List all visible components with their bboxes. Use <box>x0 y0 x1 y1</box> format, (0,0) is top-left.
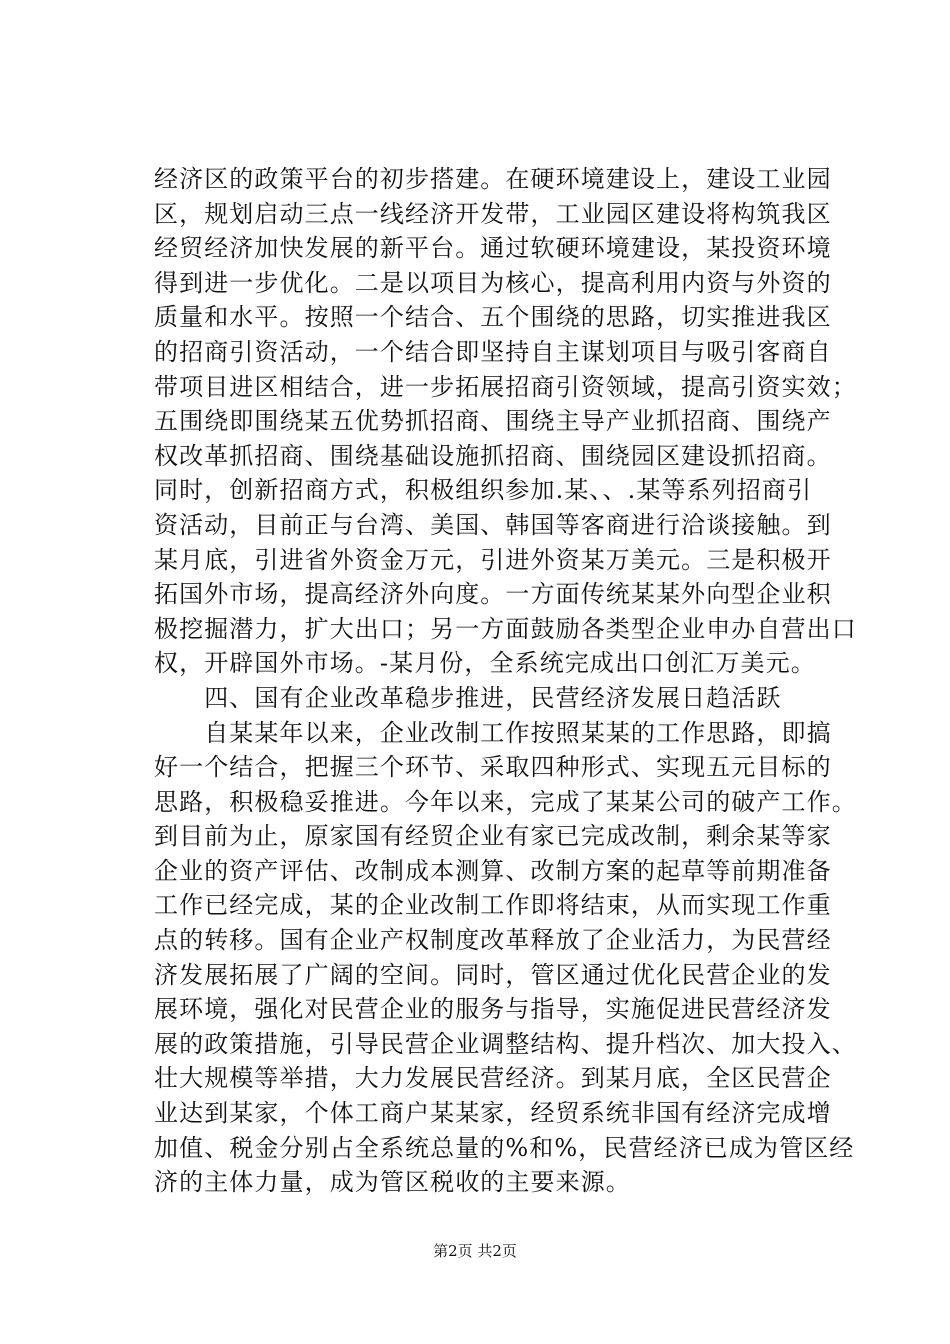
text-line: 到目前为止，原家国有经贸企业有家已完成改制，剩余某等家 <box>154 822 832 851</box>
text-line: 好一个结合，把握三个环节、采取四种形式、实现五元目标的 <box>154 753 832 782</box>
text-line: 的招商引资活动，一个结合即坚持自主谋划项目与吸引客商自 <box>154 337 832 366</box>
text-line: 自某某年以来，企业改制工作按照某某的工作思路，即搞 <box>154 718 832 747</box>
text-line: 企业的资产评估、改制成本测算、改制方案的起草等前期准备 <box>154 856 832 885</box>
text-line: 权，开辟国外市场。-某月份，全系统完成出口创汇万美元。 <box>154 649 816 678</box>
text-line: 思路，积极稳妥推进。今年以来，完成了某某公司的破产工作。 <box>154 787 857 816</box>
text-line: 工作已经完成，某的企业改制工作即将结束，从而实现工作重 <box>154 891 832 920</box>
text-line: 某月底，引进省外资金万元，引进外资某万美元。三是积极开 <box>154 545 832 574</box>
text-line: 业达到某家，个体工商户某某家，经贸系统非国有经济完成增 <box>154 1099 832 1128</box>
text-line: 壮大规模等举措，大力发展民营经济。到某月底，全区民营企 <box>154 1064 832 1093</box>
text-line: 济发展拓展了广阔的空间。同时，管区通过优化民营企业的发 <box>154 960 832 989</box>
text-line: 质量和水平。按照一个结合、五个围绕的思路，切实推进我区 <box>154 303 832 332</box>
page-number-footer: 第2页 共2页 <box>433 1242 517 1260</box>
text-line: 经贸经济加快发展的新平台。通过软硬环境建设，某投资环境 <box>154 234 832 263</box>
text-line: 拓国外市场，提高经济外向度。一方面传统某某外向型企业积 <box>154 580 832 609</box>
text-line: 带项目进区相结合，进一步拓展招商引资领域，提高引资实效； <box>154 372 857 401</box>
section-heading: 四、国有企业改革稳步推进，民营经济发展日趋活跃 <box>154 683 782 712</box>
body-text <box>154 162 857 1200</box>
text-line: 同时，创新招商方式，积极组织参加.某、、.某等系列招商引 <box>154 476 813 505</box>
text-line: 五围绕即围绕某五优势抓招商、围绕主导产业抓招商、围绕产 <box>154 407 832 436</box>
text-line: 资活动，目前正与台湾、美国、韩国等客商进行洽谈接触。到 <box>154 510 832 539</box>
text-line: 展的政策措施，引导民营企业调整结构、提升档次、加大投入、 <box>154 1029 857 1058</box>
text-line: 极挖掘潜力，扩大出口；另一方面鼓励各类型企业申办自营出口 <box>154 614 857 643</box>
text-line: 展环境，强化对民营企业的服务与指导，实施促进民营经济发 <box>154 995 832 1024</box>
text-line: 济的主体力量，成为管区税收的主要来源。 <box>154 1168 631 1197</box>
text-line: 点的转移。国有企业产权制度改革释放了企业活力，为民营经 <box>154 926 832 955</box>
text-line: 得到进一步优化。二是以项目为核心，提高利用内资与外资的 <box>154 268 832 297</box>
text-line: 区，规划启动三点一线经济开发带，工业园区建设将构筑我区 <box>154 199 832 228</box>
text-line: 权改革抓招商、围绕基础设施抓招商、围绕园区建设抓招商。 <box>154 441 832 470</box>
text-line: 加值、税金分别占全系统总量的%和%，民营经济已成为管区经 <box>154 1133 855 1162</box>
text-line: 经济区的政策平台的初步搭建。在硬环境建设上，建设工业园 <box>154 165 832 193</box>
